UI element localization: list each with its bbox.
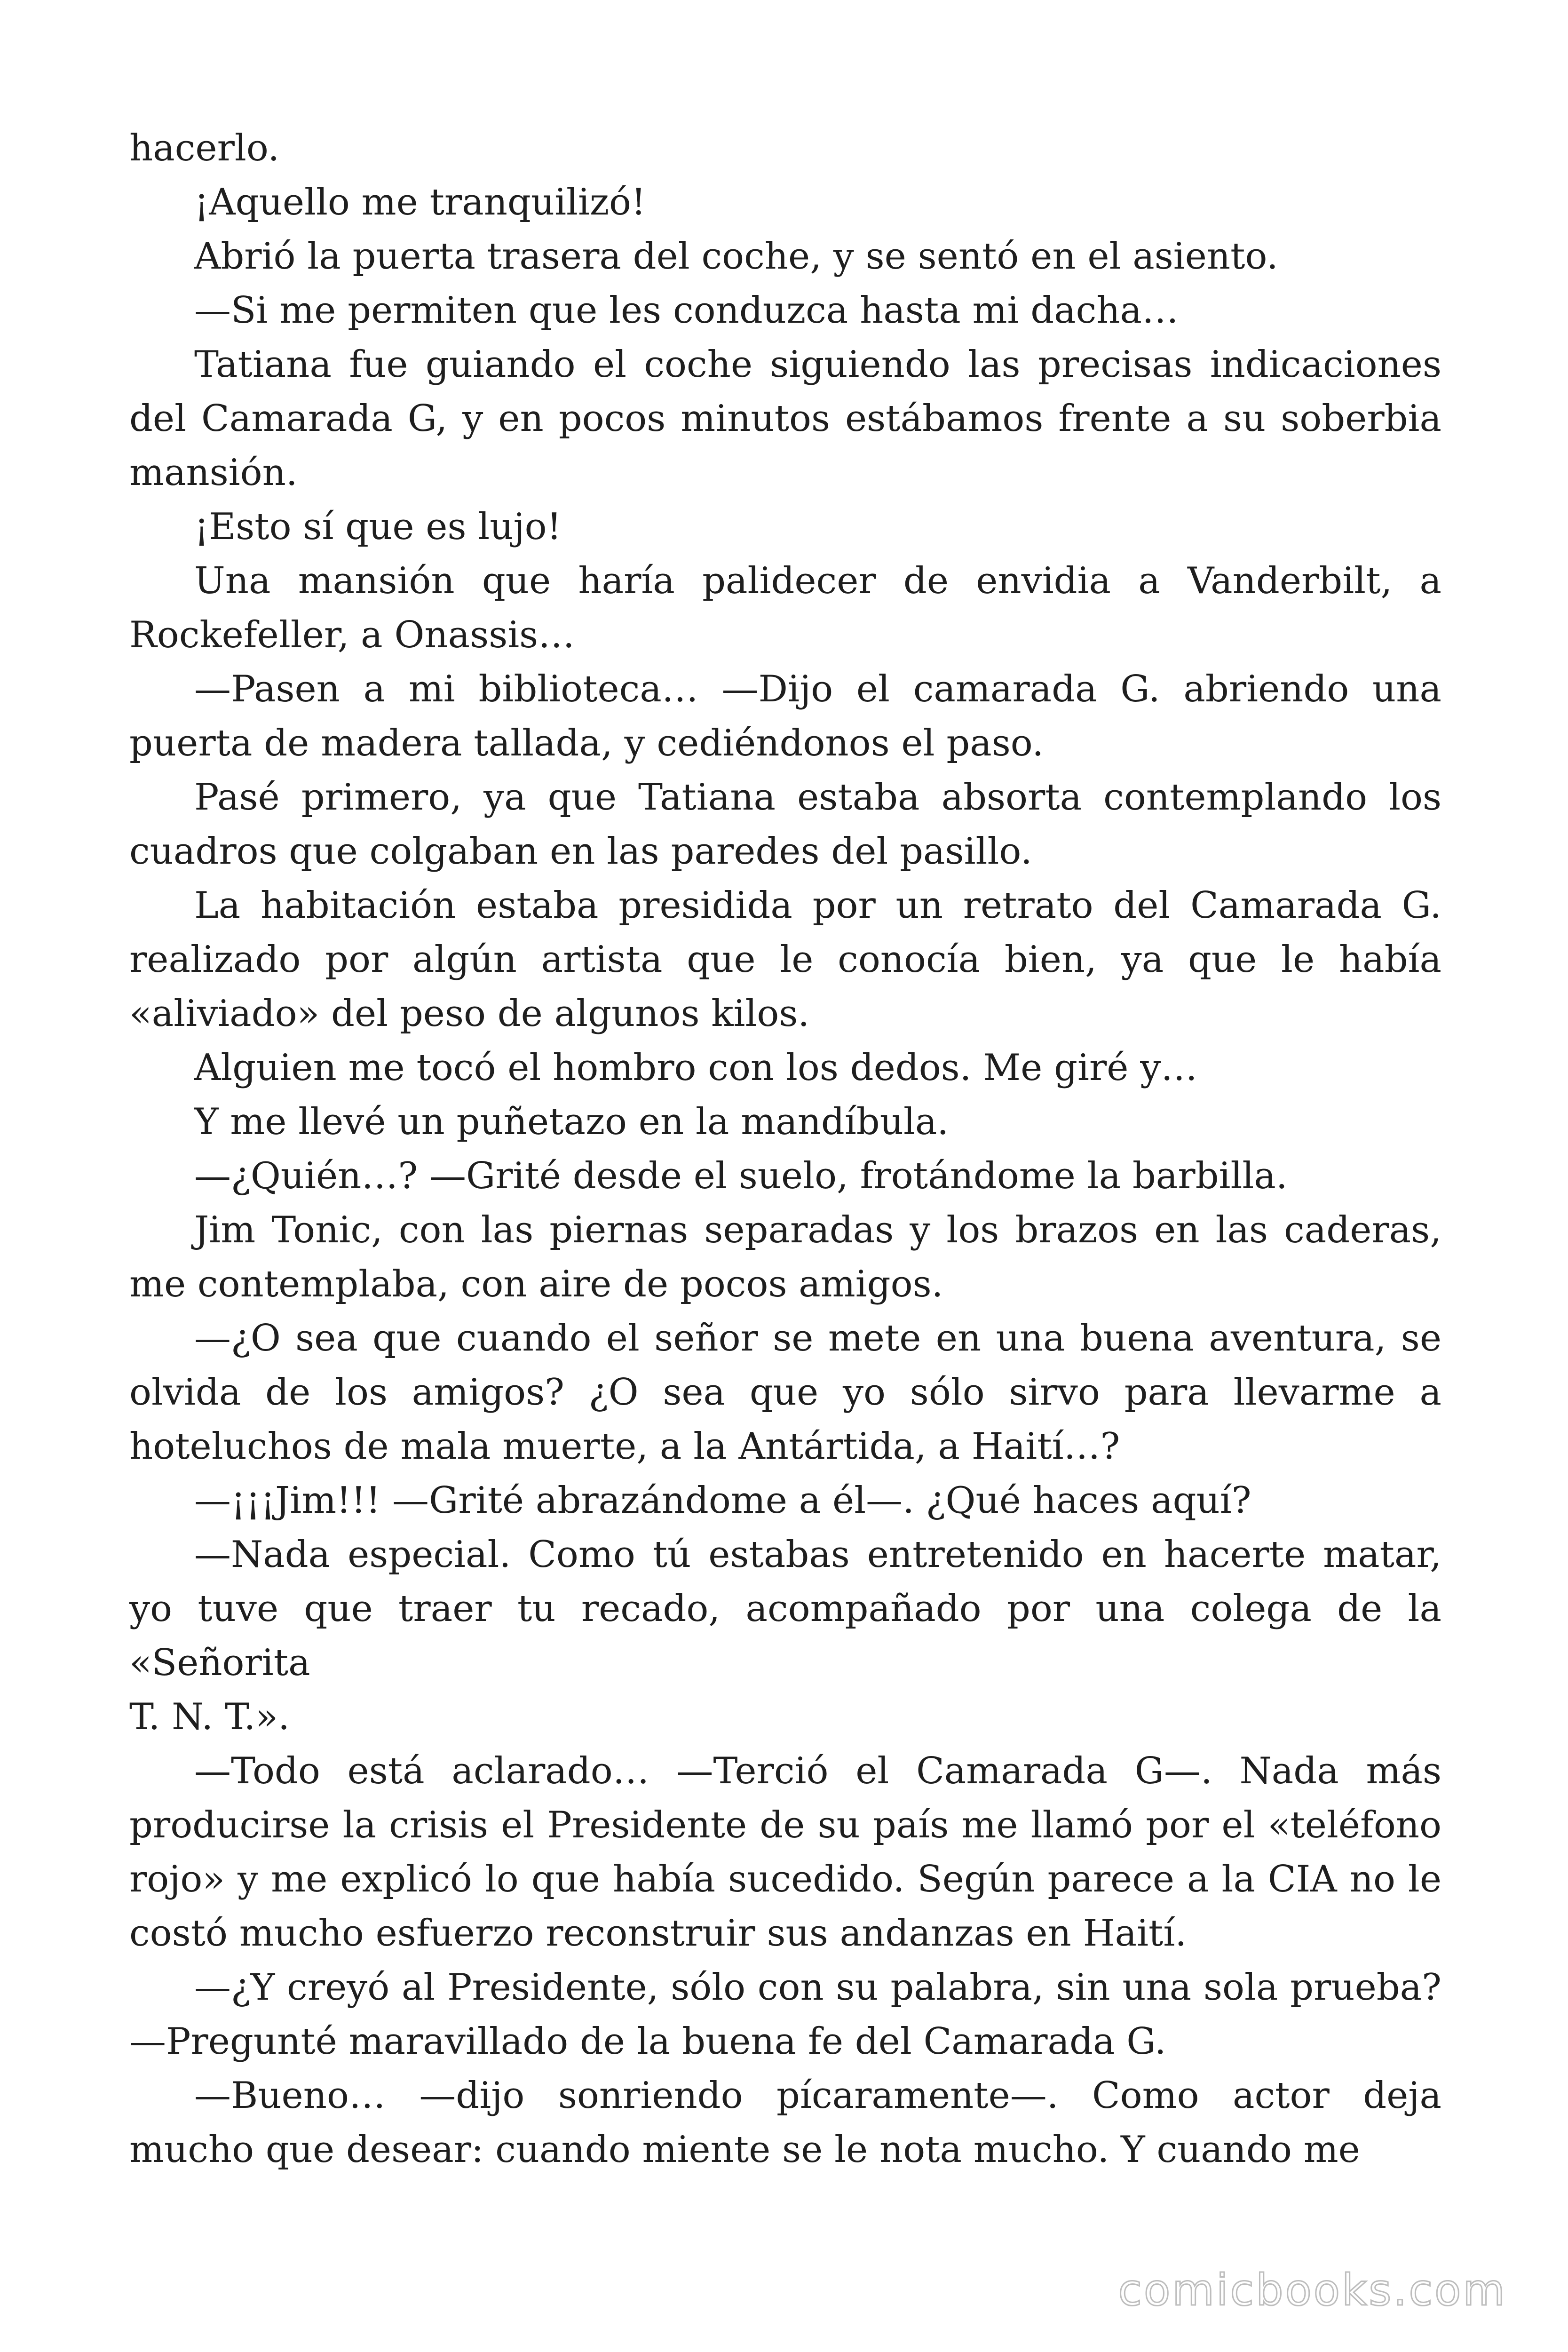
paragraph: Abrió la puerta trasera del coche, y se sentó en el asiento. — [194, 235, 1278, 278]
paragraph: —¿Quién…? —Grité desde el suelo, frotándome la barbilla. — [194, 1155, 1288, 1197]
paragraph: —¿Y creyó al Presidente, sólo con su palabra, sin una sola prueba? —Pregunté maravillado de la buena fe del Camarada G. — [129, 1966, 1441, 2063]
paragraph: ¡Esto sí que es lujo! — [194, 506, 562, 548]
watermark: comicbooks.com — [1118, 2265, 1507, 2315]
paragraph: —Bueno… —dijo sonriendo pícaramente—. Como actor deja mucho que desear: cuando miente se le nota mucho. Y cuando me — [129, 2074, 1441, 2171]
book-page-text — [129, 121, 1441, 2177]
paragraph: —Todo está aclarado… —Terció el Camarada G—. Nada más producirse la crisis el Presidente de su país me llamó por el «teléfono rojo» y me explicó lo que había sucedido. Según parece a la CIA no le costó mucho esfuerzo reconstruir sus andanzas en Haití. — [129, 1750, 1441, 1955]
paragraph: Pasé primero, ya que Tatiana estaba absorta contemplando los cuadros que colgaban en las paredes del pasillo. — [129, 776, 1441, 873]
paragraph: —Si me permiten que les conduzca hasta mi dacha… — [194, 289, 1179, 332]
paragraph: La habitación estaba presidida por un retrato del Camarada G. realizado por algún artista que le conocía bien, ya que le había «aliviado» del peso de algunos kilos. — [129, 884, 1441, 1035]
paragraph: Una mansión que haría palidecer de envidia a Vanderbilt, a Rockefeller, a Onassis… — [129, 560, 1441, 656]
paragraph: —Pasen a mi biblioteca… —Dijo el camarada G. abriendo una puerta de madera tallada, y cediéndonos el paso. — [129, 668, 1441, 764]
paragraph: Jim Tonic, con las piernas separadas y los brazos en las caderas, me contemplaba, con aire de pocos amigos. — [129, 1209, 1441, 1305]
paragraph: T. N. T.». — [129, 1696, 290, 1738]
paragraph: Tatiana fue guiando el coche siguiendo las precisas indicaciones del Camarada G, y en pocos minutos estábamos frente a su soberbia mansión. — [129, 343, 1441, 494]
paragraph: Y me llevé un puñetazo en la mandíbula. — [194, 1101, 949, 1143]
paragraph: hacerlo. — [129, 127, 280, 169]
paragraph: —¡¡¡Jim!!! —Grité abrazándome a él—. ¿Qué haces aquí? — [194, 1479, 1251, 1522]
paragraph: Alguien me tocó el hombro con los dedos. Me giré y… — [194, 1047, 1198, 1089]
paragraph: —Nada especial. Como tú estabas entretenido en hacerte matar, yo tuve que traer tu recado, acompañado por una colega de la «Señorita — [129, 1534, 1441, 1684]
paragraph: ¡Aquello me tranquilizó! — [194, 181, 646, 223]
paragraph: —¿O sea que cuando el señor se mete en una buena aventura, se olvida de los amigos? ¿O sea que yo sólo sirvo para llevarme a hoteluchos de mala muerte, a la Antártida, a Haití…? — [129, 1317, 1441, 1468]
